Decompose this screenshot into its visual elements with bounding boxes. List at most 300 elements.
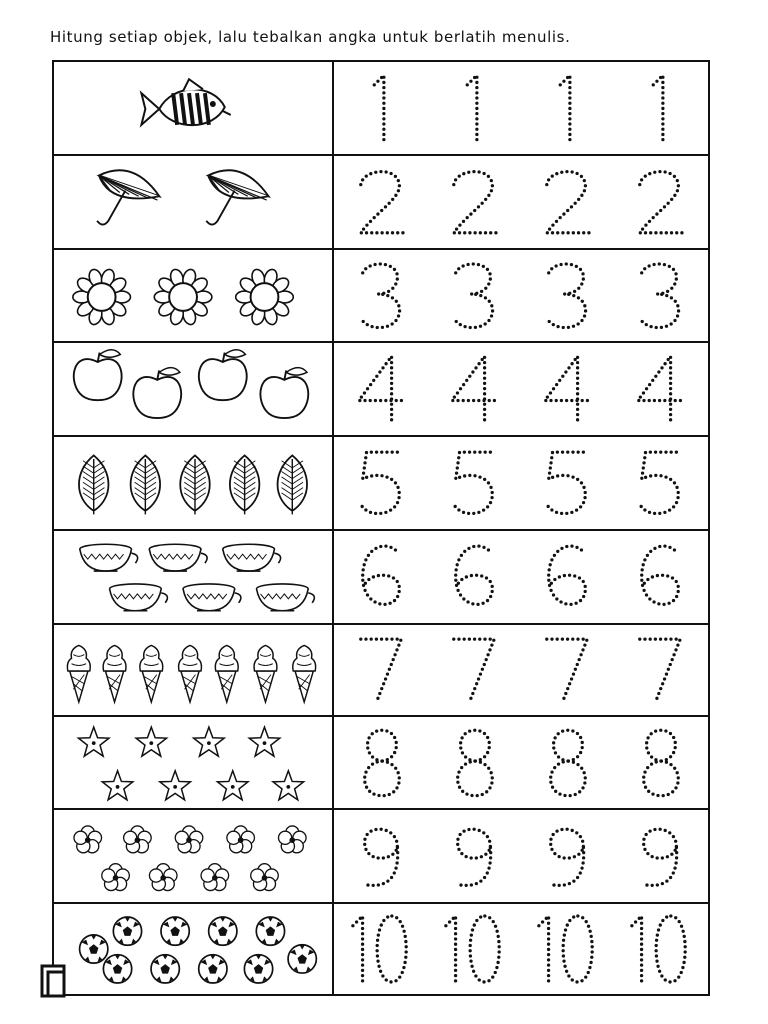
- trace-dot: [382, 86, 385, 89]
- trace-dot: [570, 399, 573, 402]
- trace-dot: [675, 486, 678, 489]
- trace-dot: [658, 545, 661, 548]
- trace-dot: [487, 299, 490, 302]
- trace-dot: [474, 974, 477, 977]
- trace-dot: [457, 770, 460, 773]
- leaf-icon: [180, 455, 209, 514]
- trace-dot: [388, 264, 391, 267]
- trace-dot: [367, 578, 370, 581]
- trace-dot: [576, 296, 579, 299]
- trace-dot: [463, 231, 466, 234]
- trace-dot: [653, 451, 656, 454]
- trace-digit-3[interactable]: [520, 250, 613, 341]
- trace-digit-8[interactable]: [520, 717, 613, 808]
- trace-dot: [380, 759, 383, 762]
- trace-dot: [382, 102, 385, 105]
- trace-dot: [395, 861, 398, 864]
- trace-dot: [547, 472, 550, 475]
- trace-dot: [654, 949, 657, 952]
- trace-dot: [367, 852, 370, 855]
- soccer-ball-icon: [103, 955, 131, 983]
- trace-dot: [663, 978, 666, 981]
- trace-dot: [638, 231, 641, 234]
- trace-dot: [570, 545, 573, 548]
- trace-digit-9[interactable]: [427, 810, 520, 902]
- trace-dot: [649, 231, 652, 234]
- trace-dot: [451, 399, 454, 402]
- trace-dot: [589, 935, 592, 938]
- trace-dot: [378, 262, 381, 265]
- trace-digit-7[interactable]: [427, 625, 520, 715]
- trace-dot: [491, 920, 494, 923]
- trace-dot: [551, 833, 554, 836]
- trace-dot: [575, 403, 578, 406]
- trace-dot: [670, 853, 673, 856]
- trace-dot: [459, 741, 462, 744]
- blossom-icon: [227, 826, 255, 853]
- trace-dot: [575, 382, 578, 385]
- trace-dot: [458, 387, 461, 390]
- trace-dot: [379, 923, 382, 926]
- trace-dot: [659, 687, 662, 690]
- trace-dot: [655, 574, 658, 577]
- trace-dot: [374, 171, 377, 174]
- trace-dot: [473, 759, 476, 762]
- trace-digit-5[interactable]: [520, 437, 613, 529]
- object-group: [54, 717, 332, 808]
- trace-dot: [566, 231, 569, 234]
- trace-dot: [551, 593, 554, 596]
- trace-dot: [482, 980, 485, 983]
- trace-digit-6[interactable]: [427, 531, 520, 623]
- starfish-icon: [78, 727, 109, 756]
- trace-dot: [673, 282, 676, 285]
- trace-dot: [475, 682, 478, 685]
- trace-dot: [570, 829, 573, 832]
- trace-dot: [674, 916, 677, 919]
- trace-dot: [675, 231, 678, 234]
- trace-dot: [384, 829, 387, 832]
- trace-digit-2[interactable]: [334, 156, 427, 248]
- trace-dot: [382, 793, 385, 796]
- trace-dot: [579, 175, 582, 178]
- trace-digit-1[interactable]: [427, 62, 520, 154]
- trace-dot: [458, 323, 461, 326]
- trace-dot: [396, 314, 399, 317]
- trace-dot: [675, 595, 678, 598]
- trace-dot: [652, 600, 655, 603]
- trace-dot: [487, 766, 490, 769]
- trace-dot: [374, 828, 377, 831]
- soccer-ball-icon: [80, 935, 108, 963]
- trace-dot: [478, 729, 481, 732]
- trace-digit-6[interactable]: [613, 531, 706, 623]
- trace-dot: [372, 216, 375, 219]
- trace-dot: [493, 971, 496, 974]
- trace-dot: [471, 370, 474, 373]
- trace-dot: [488, 277, 491, 280]
- trace-dot: [546, 505, 549, 508]
- trace-dot: [360, 948, 363, 951]
- trace-digit-4[interactable]: [613, 343, 706, 435]
- trace-dot: [638, 638, 641, 641]
- object-cell: [54, 625, 334, 715]
- trace-dot: [395, 786, 398, 789]
- trace-dot: [683, 945, 686, 948]
- trace-digit-9[interactable]: [613, 810, 706, 902]
- trace-dot: [639, 979, 642, 982]
- trace-dot: [674, 277, 677, 280]
- trace-dot: [390, 296, 393, 299]
- trace-dot: [374, 451, 377, 454]
- trace-digit-10[interactable]: [613, 904, 706, 994]
- trace-dot: [674, 451, 677, 454]
- trace-digit-1[interactable]: [613, 62, 706, 154]
- worksheet-table: [52, 60, 710, 996]
- trace-dot: [556, 755, 559, 758]
- trace-dot: [392, 835, 395, 838]
- trace-digit-7[interactable]: [334, 625, 427, 715]
- trace-dot: [382, 919, 385, 922]
- trace-digit-5[interactable]: [427, 437, 520, 529]
- trace-dot: [673, 745, 676, 748]
- trace-dot: [383, 603, 386, 606]
- trace-dot: [638, 396, 641, 399]
- trace-dot: [654, 375, 657, 378]
- trace-dot: [474, 882, 477, 885]
- trace-dot: [666, 358, 669, 361]
- row-6: [54, 531, 708, 625]
- trace-dot: [389, 980, 392, 983]
- trace-dot: [661, 112, 664, 115]
- trace-dot: [654, 474, 657, 477]
- trace-dot: [579, 735, 582, 738]
- trace-digit-8[interactable]: [613, 717, 706, 808]
- trace-dot: [379, 638, 382, 641]
- trace-dot: [581, 272, 584, 275]
- trace-dot: [397, 309, 400, 312]
- object-group: [54, 904, 332, 994]
- trace-dot: [654, 231, 657, 234]
- trace-dot: [471, 970, 474, 973]
- trace-digit-8[interactable]: [334, 717, 427, 808]
- trace-dot: [497, 945, 500, 948]
- trace-dot: [378, 692, 381, 695]
- trace-dot: [668, 876, 671, 879]
- trace-dot: [639, 916, 642, 919]
- trace-digit-6[interactable]: [334, 531, 427, 623]
- trace-dot: [546, 964, 549, 967]
- trace-dot: [567, 974, 570, 977]
- trace-dot: [472, 638, 475, 641]
- trace-dot: [465, 83, 468, 86]
- trace-dot: [459, 746, 462, 749]
- trace-dot: [381, 292, 384, 295]
- trace-dot: [556, 231, 559, 234]
- trace-dot: [572, 915, 575, 918]
- trace-dot: [391, 853, 394, 856]
- trace-dot: [561, 939, 564, 942]
- trace-dot: [366, 883, 369, 886]
- trace-dot: [483, 296, 486, 299]
- trace-dot: [382, 133, 385, 136]
- trace-digit-10[interactable]: [334, 904, 427, 994]
- trace-digit-1[interactable]: [520, 62, 613, 154]
- trace-dot: [390, 451, 393, 454]
- trace-cell: [334, 810, 708, 902]
- trace-dot: [561, 231, 564, 234]
- trace-dot: [575, 392, 578, 395]
- trace-dot: [552, 554, 555, 557]
- trace-dot: [673, 740, 676, 743]
- trace-dot: [674, 861, 677, 864]
- trace-dot: [554, 789, 557, 792]
- trace-dot: [637, 399, 640, 402]
- trace-dot: [657, 399, 660, 402]
- trace-dot: [376, 883, 379, 886]
- trace-dot: [488, 451, 491, 454]
- trace-dot: [370, 550, 373, 553]
- trace-digit-6[interactable]: [520, 531, 613, 623]
- trace-digit-4[interactable]: [334, 343, 427, 435]
- trace-dot: [580, 299, 583, 302]
- trace-digit-8[interactable]: [427, 717, 520, 808]
- trace-dot: [548, 466, 551, 469]
- trace-dot: [661, 81, 664, 84]
- trace-dot: [385, 324, 388, 327]
- trace-dot: [391, 576, 394, 579]
- soccer-ball-icon: [288, 945, 316, 973]
- trace-dot: [565, 828, 568, 831]
- object-group: [54, 62, 332, 154]
- trace-dot: [482, 403, 485, 406]
- trace-dot: [389, 377, 392, 380]
- trace-dot: [674, 580, 677, 583]
- trace-dot: [566, 474, 569, 477]
- ice-cream-icon: [103, 645, 126, 702]
- trace-dot: [588, 966, 591, 969]
- trace-digit-9[interactable]: [334, 810, 427, 902]
- trace-dot: [668, 399, 671, 402]
- object-group: [54, 343, 332, 435]
- trace-dot: [364, 558, 367, 561]
- trace-digit-3[interactable]: [613, 250, 706, 341]
- trace-dot: [361, 573, 364, 576]
- trace-dot: [365, 323, 368, 326]
- trace-dot: [394, 318, 397, 321]
- trace-digit-1[interactable]: [334, 62, 427, 154]
- trace-dot: [668, 392, 671, 395]
- trace-dot: [360, 974, 363, 977]
- trace-dot: [369, 638, 372, 641]
- trace-dot: [545, 183, 548, 186]
- trace-dot: [569, 677, 572, 680]
- trace-dot: [369, 451, 372, 454]
- trace-dot: [565, 545, 568, 548]
- trace-dot: [457, 267, 460, 270]
- trace-dot: [571, 231, 574, 234]
- trace-dot: [475, 91, 478, 94]
- trace-dot: [646, 736, 649, 739]
- trace-digit-5[interactable]: [334, 437, 427, 529]
- ice-cream-icon: [140, 645, 163, 702]
- trace-dot: [384, 170, 387, 173]
- trace-dot: [585, 639, 588, 642]
- trace-dot: [487, 745, 490, 748]
- trace-dot: [676, 776, 679, 779]
- trace-dot: [669, 231, 672, 234]
- trace-dot: [387, 202, 390, 205]
- trace-digit-4[interactable]: [520, 343, 613, 435]
- trace-dot: [664, 729, 667, 732]
- trace-dot: [550, 508, 553, 511]
- trace-dot: [552, 883, 555, 886]
- trace-dot: [382, 122, 385, 125]
- trace-dot: [389, 418, 392, 421]
- ice-cream-icon: [215, 645, 238, 702]
- trace-dot: [650, 855, 653, 858]
- trace-digit-7[interactable]: [613, 625, 706, 715]
- trace-dot: [568, 919, 571, 922]
- trace-digit-7[interactable]: [520, 625, 613, 715]
- trace-dot: [370, 231, 373, 234]
- trace-dot: [571, 760, 574, 763]
- trace-digit-10[interactable]: [427, 904, 520, 994]
- trace-digit-3[interactable]: [427, 250, 520, 341]
- trace-dot: [374, 638, 377, 641]
- trace-dot: [674, 501, 677, 504]
- trace-dot: [456, 775, 459, 778]
- trace-dot: [661, 96, 664, 99]
- trace-dot: [385, 231, 388, 234]
- trace-dot: [682, 961, 685, 964]
- trace-dot: [454, 472, 457, 475]
- trace-dot: [482, 392, 485, 395]
- trace-dot: [676, 781, 679, 784]
- trace-dot: [669, 762, 672, 765]
- trace-dot: [676, 496, 679, 499]
- trace-dot: [674, 856, 677, 859]
- trace-dot: [564, 602, 567, 605]
- trace-dot: [546, 943, 549, 946]
- trace-dot: [393, 481, 396, 484]
- trace-dot: [677, 975, 680, 978]
- trace-dot: [568, 96, 571, 99]
- trace-dot: [482, 399, 485, 402]
- trace-dot: [369, 830, 372, 833]
- trace-dot: [580, 194, 583, 197]
- trace-dot: [658, 923, 661, 926]
- trace-dot: [497, 940, 500, 943]
- trace-dot: [382, 91, 385, 94]
- trace-dot: [572, 879, 575, 882]
- soccer-ball-icon: [113, 917, 141, 945]
- trace-dot: [482, 172, 485, 175]
- trace-dot: [551, 476, 554, 479]
- trace-dot: [582, 851, 585, 854]
- trace-dot: [547, 227, 550, 230]
- trace-dot: [468, 474, 471, 477]
- trace-dot: [473, 325, 476, 328]
- trace-dot: [654, 954, 657, 957]
- trace-dot: [472, 512, 475, 515]
- trace-dot: [670, 658, 673, 661]
- trace-dot: [639, 943, 642, 946]
- trace-dot: [379, 512, 382, 515]
- trace-dot: [670, 198, 673, 201]
- trace-digit-2[interactable]: [427, 156, 520, 248]
- trace-digit-2[interactable]: [520, 156, 613, 248]
- trace-dot: [468, 729, 471, 732]
- trace-dot: [663, 170, 666, 173]
- trace-dot: [559, 512, 562, 515]
- trace-dot: [663, 829, 666, 832]
- trace-digit-2[interactable]: [613, 156, 706, 248]
- trace-dot: [389, 403, 392, 406]
- trace-dot: [467, 638, 470, 641]
- cup-icon: [149, 544, 207, 571]
- trace-dot: [568, 117, 571, 120]
- trace-dot: [661, 122, 664, 125]
- trace-dot: [386, 855, 389, 858]
- trace-dot: [389, 172, 392, 175]
- trace-dot: [486, 750, 489, 753]
- trace-dot: [577, 658, 580, 661]
- object-group: [54, 250, 332, 341]
- trace-dot: [561, 729, 564, 732]
- trace-dot: [590, 945, 593, 948]
- trace-dot: [566, 728, 569, 731]
- trace-dot: [456, 461, 459, 464]
- leaf-icon: [131, 455, 160, 514]
- trace-dot: [649, 732, 652, 735]
- trace-dot: [571, 475, 574, 478]
- trace-dot: [486, 175, 489, 178]
- trace-dot: [489, 179, 492, 182]
- trace-dot: [655, 697, 658, 700]
- trace-dot: [653, 547, 656, 550]
- trace-dot: [575, 663, 578, 666]
- trace-digit-3[interactable]: [334, 250, 427, 341]
- trace-dot: [679, 925, 682, 928]
- trace-dot: [396, 189, 399, 192]
- trace-dot: [383, 263, 386, 266]
- trace-dot: [385, 475, 388, 478]
- trace-dot: [462, 172, 465, 175]
- trace-dot: [683, 956, 686, 959]
- trace-dot: [385, 638, 388, 641]
- trace-digit-4[interactable]: [427, 343, 520, 435]
- trace-dot: [564, 262, 567, 265]
- object-group: [54, 156, 332, 248]
- trace-dot: [660, 974, 663, 977]
- trace-dot: [491, 975, 494, 978]
- trace-digit-10[interactable]: [520, 904, 613, 994]
- trace-dot: [561, 944, 564, 947]
- trace-digit-9[interactable]: [520, 810, 613, 902]
- trace-dot: [477, 829, 480, 832]
- trace-dot: [371, 855, 374, 858]
- cup-icon: [257, 584, 315, 611]
- trace-dot: [404, 940, 407, 943]
- trace-dot: [643, 231, 646, 234]
- trace-dot: [564, 692, 567, 695]
- trace-dot: [462, 597, 465, 600]
- row-8: [54, 717, 708, 810]
- trace-dot: [482, 755, 485, 758]
- trace-dot: [488, 846, 491, 849]
- trace-digit-5[interactable]: [613, 437, 706, 529]
